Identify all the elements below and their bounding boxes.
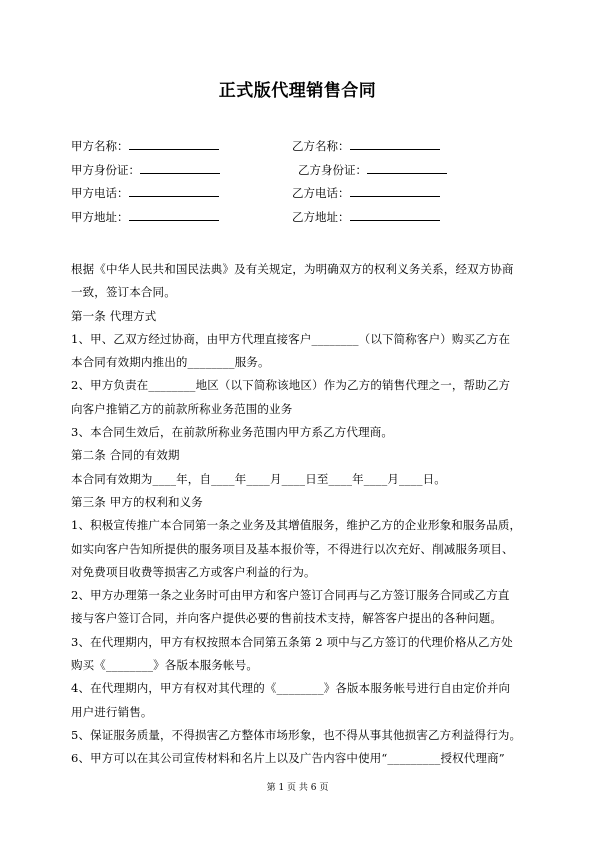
field-label: 甲方身份证： [71, 162, 140, 177]
blank-line [350, 185, 440, 197]
body-line: 1、积极宣传推广本合同第一条之业务及其增值服务，维护乙方的企业形象和服务品质， [71, 518, 522, 533]
body-line: 一致，签订本合同。 [71, 285, 176, 300]
section-heading: 第二条 合同的有效期 [71, 448, 180, 463]
section-heading: 第一条 代理方式 [71, 308, 157, 323]
blank-line [129, 185, 219, 197]
body-line: 3、在代理期内，甲方有权按照本合同第五条第 2 项中与乙方签订的代理价格从乙方处 [71, 634, 513, 649]
contract-body [71, 258, 529, 771]
body-line: 3、本合同生效后，在前款所称业务范围内甲方系乙方代理商。 [71, 425, 394, 440]
party-a-field [71, 138, 219, 154]
party-b-field [298, 162, 447, 178]
body-line: 接与客户签订合同，并向客户提供必要的售前技术支持，解答客户提出的各种问题。 [71, 611, 503, 626]
document-title: 正式版代理销售合同 [218, 81, 377, 101]
blank-line [140, 162, 220, 174]
body-line: 用户进行销售。 [71, 704, 153, 719]
body-line: 本合同有效期内推出的________服务。 [71, 355, 270, 370]
field-label: 甲方电话： [71, 186, 129, 200]
field-label: 乙方名称： [292, 139, 350, 153]
party-b-field [292, 138, 440, 154]
blank-line [350, 209, 440, 221]
party-a-field [71, 209, 219, 225]
body-line: 4、在代理期内，甲方有权对其代理的《________》各版本服务帐号进行自由定价并向 [71, 681, 511, 696]
section-heading: 第三条 甲方的权利和义务 [71, 494, 203, 509]
blank-line [129, 209, 219, 221]
party-row [71, 209, 531, 233]
body-line: 如实向客户告知所提供的服务项目及基本报价等，不得进行以次充好、削减服务项目、 [71, 541, 514, 556]
body-line: 对免费项目收费等损害乙方或客户利益的行为。 [71, 564, 316, 579]
party-row [71, 185, 531, 209]
blank-line [129, 138, 219, 150]
field-label: 甲方名称： [71, 139, 129, 153]
body-line: 5、保证服务质量，不得损害乙方整体市场形象，也不得从事其他损害乙方利益得行为。 [71, 727, 522, 742]
party-b-field [292, 209, 440, 225]
party-info-grid [71, 138, 531, 232]
field-label: 乙方身份证： [298, 162, 367, 177]
page-number-footer: 第 1 页 共 6 页 [266, 783, 329, 793]
blank-line [350, 138, 440, 150]
blank-line [367, 162, 447, 174]
body-line: 本合同有效期为____年，自____年____月____日至____年____月____日。 [71, 471, 446, 486]
body-line: 根据《中华人民共和国民法典》及有关规定，为明确双方的权利义务关系，经双方协商 [71, 262, 514, 276]
field-label: 乙方地址： [292, 209, 350, 224]
body-line: 6、甲方可以在其公司宣传材料和名片上以及广告内容中使用“_________授权代理商” [71, 751, 505, 766]
party-b-field [292, 185, 440, 201]
party-row [71, 162, 531, 186]
body-line: 1、甲、乙双方经过协商，由甲方代理直接客户________（以下简称客户）购买乙方在 [71, 331, 511, 346]
body-line: 2、甲方负责在________地区（以下简称该地区）作为乙方的销售代理之一，帮助乙方 [71, 378, 511, 393]
party-a-field [71, 185, 219, 201]
body-line: 向客户推销乙方的前款所称业务范围的业务 [71, 401, 293, 416]
body-line: 购买《________》各版本服务帐号。 [71, 658, 258, 673]
field-label: 甲方地址： [71, 209, 129, 224]
party-row [71, 138, 531, 162]
party-a-field [71, 162, 220, 178]
field-label: 乙方电话： [292, 186, 350, 200]
body-line: 2、甲方办理第一条之业务时可由甲方和客户签订合同再与乙方签订服务合同或乙方直 [71, 588, 510, 603]
